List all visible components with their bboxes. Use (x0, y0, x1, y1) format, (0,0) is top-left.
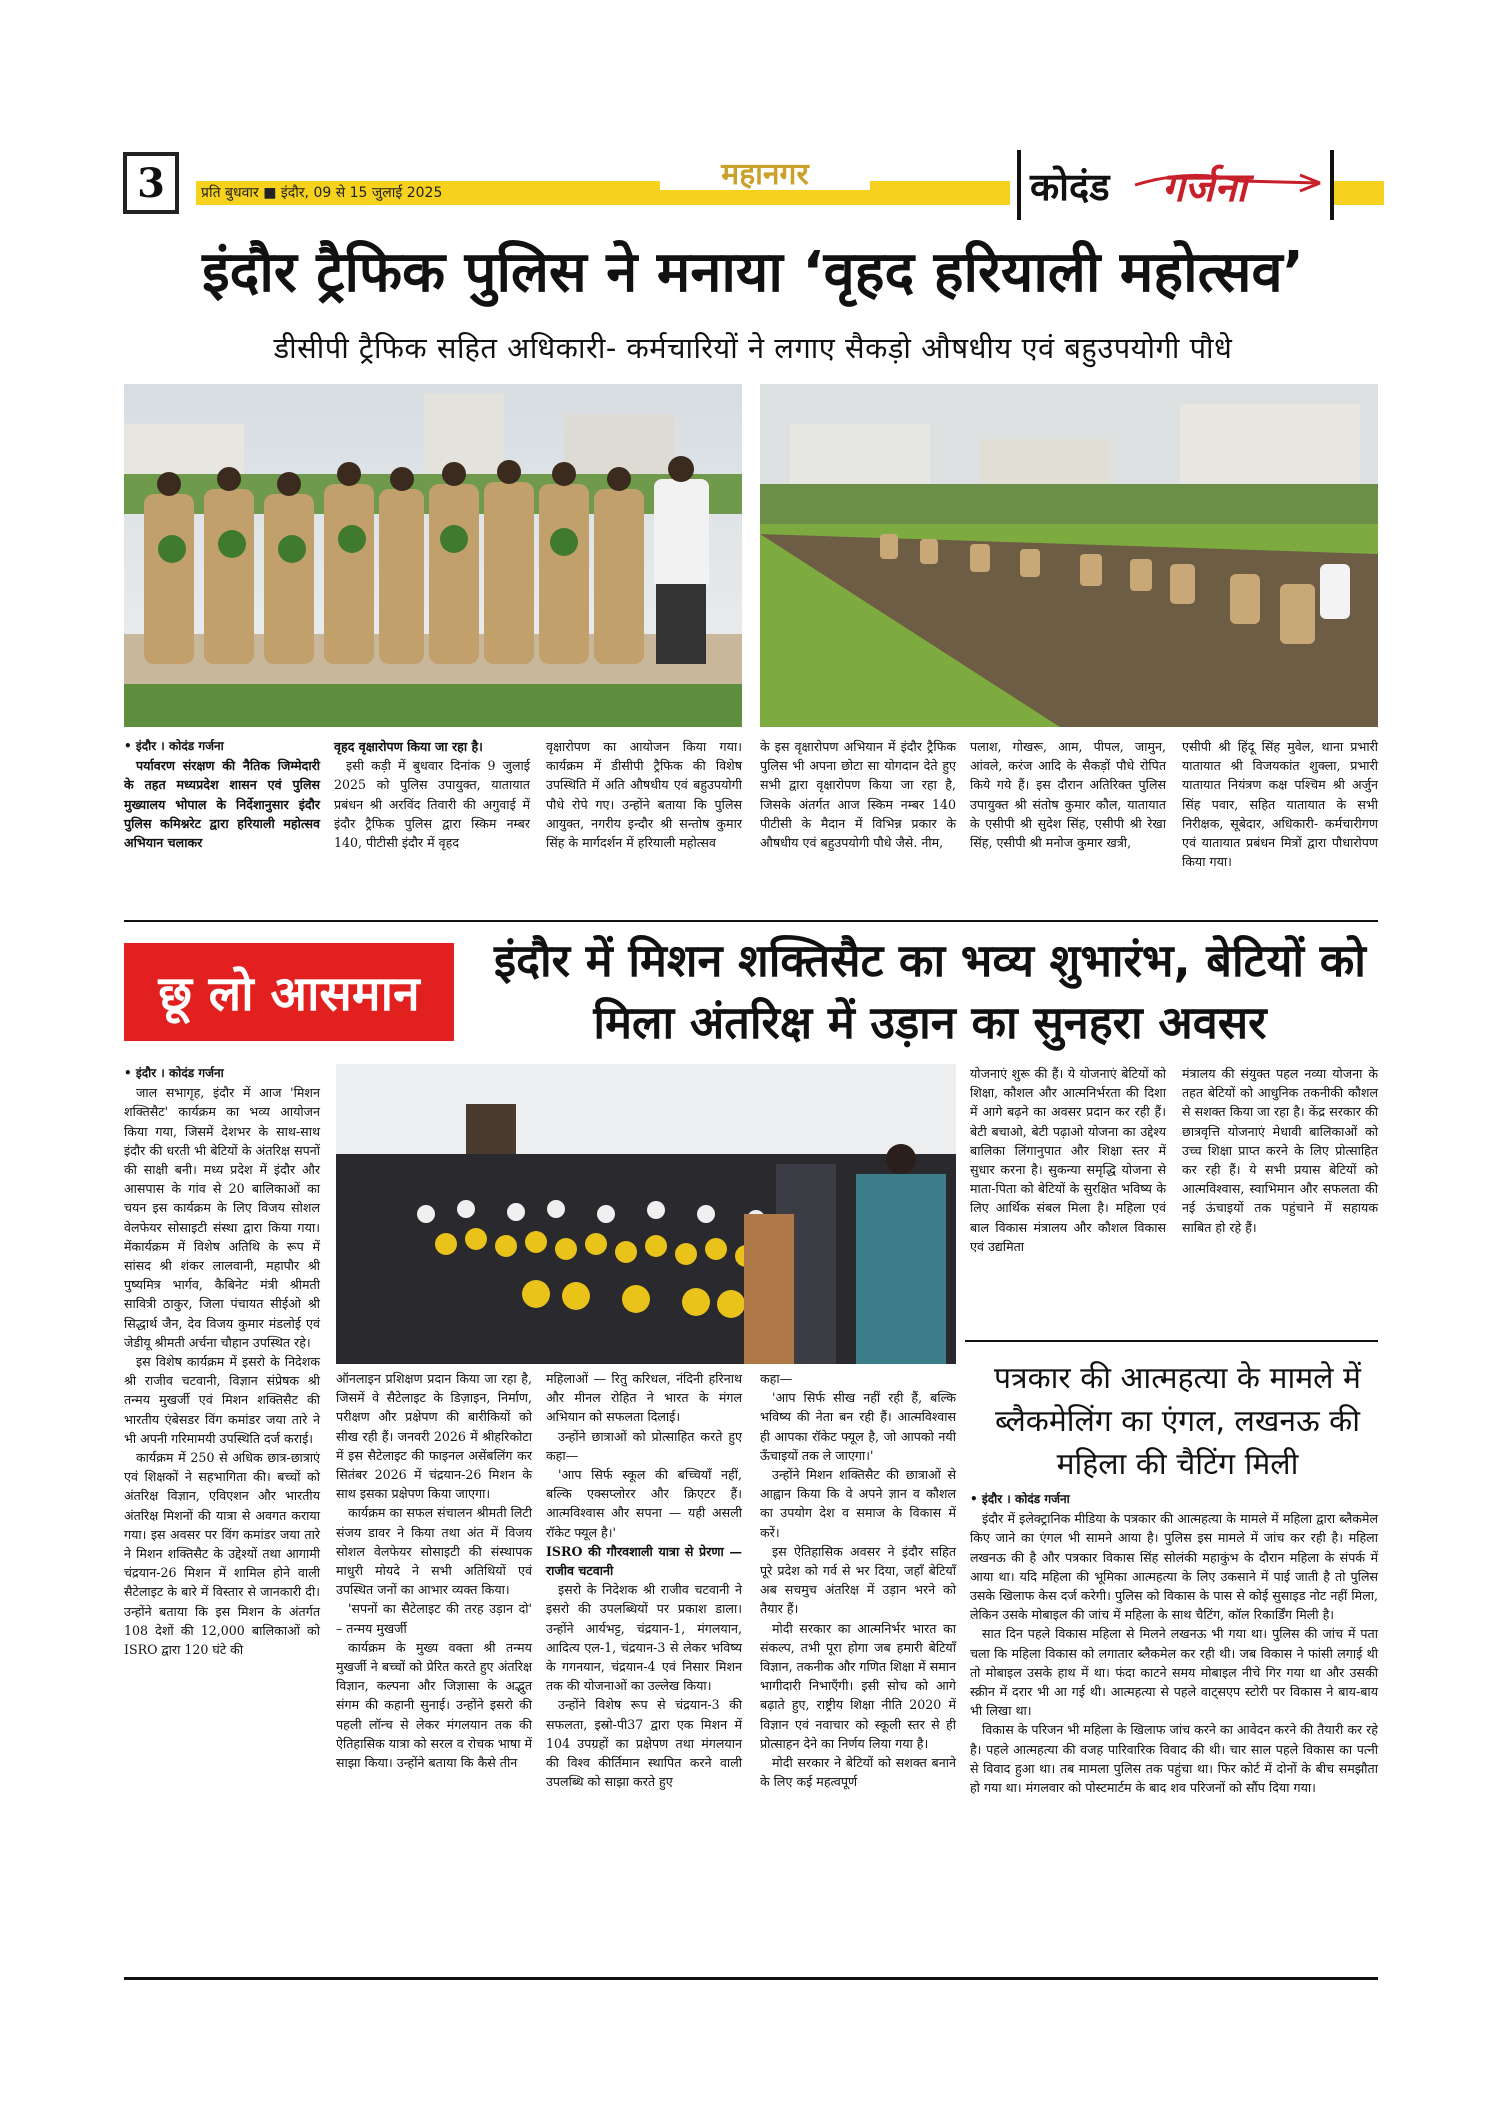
story2-col1-p3: कार्यक्रम में 250 से अधिक छात्र-छात्राएं एवं शिक्षकों ने सहभागिता की। बच्चों को अंतरिक्ष विज्ञान, एविएशन और भारतीय अंतरिक्ष मिशनों की यात्रा से अवगत कराया गया। इस अवसर पर विंग कमांडर जया तारे ने मिशन शक्तिसैट के उद्देश्यों तथा आगामी चंद्रयान-26 मिशन में शामिल होने वाली सैटेलाइट के बारे में विस्तार से जानकारी दी। उन्होंने बताया कि इस मिशन के अंतर्गत 108 देशों की 12,000 बालिकाओं को ISRO द्वारा 120 घंटे की (124, 1450, 320, 1658)
story2-col4-p5: मोदी सरकार का आत्मनिर्भर भारत का संकल्प, तभी पूरा होगा जब हमारी बेटियाँ विज्ञान, तकनीक और गणित शिक्षा में समान भागीदारी निभाएँगी। इसी सोच को आगे बढ़ाते हुए, राष्ट्रीय शिक्षा नीति 2020 में विज्ञान एवं नवाचार को स्कूली स्तर से ही प्रोत्साहन देने का निर्णय लिया गया है। (760, 1620, 956, 1751)
story3-p3: विकास के परिजन भी महिला के खिलाफ जांच करने का आवेदन करने की तैयारी कर रहे है। पहले आत्महत्या की वजह पारिवारिक विवाद की थी। चार साल पहले विकास का पत्नी से विवाद हुआ था। तब मामला पुलिस तक पहुंचा था। फिर कोर्ट में दोनों के बीच समझौता हो गया था। मंगलवार को पोस्टमार्टम के बाद शव परिजनों को सौंप दिया गया। (970, 1722, 1378, 1796)
story2-col3-p4: इसरो के निदेशक श्री राजीव चटवानी ने इसरो की उपलब्धियों पर प्रकाश डाला। उन्होंने आर्यभट्ट, चंद्रयान-1, मंगलयान, आदित्य एल-1, चंद्रयान-3 से लेकर भविष्य के गगनयान, चंद्रयान-4 एवं निसार मिशन तक की योजनाओं का उल्लेख किया। (546, 1582, 742, 1694)
story1-column-6 (1182, 737, 1378, 871)
story3-top-rule (965, 1340, 1378, 1342)
brand-divider (1017, 150, 1021, 220)
story2-column-6 (1182, 1064, 1378, 1237)
story2-col4-p4: इस ऐतिहासिक अवसर ने इंदौर सहित पूरे प्रदेश को गर्व से भर दिया, जहाँ बेटियाँ अब सचमुच अंतरिक्ष में उड़ान भरने को तैयार हैं। (760, 1543, 956, 1617)
story1-lead: पर्यावरण संरक्षण की नैतिक जिम्मेदारी के तहत मध्यप्रदेश शासन एवं पुलिस मुख्यालय भोपाल के निर्देशानुसार इंदौर पुलिस कमिश्नरेट द्वारा हरियाली महोत्सव अभियान चलाकर (124, 758, 320, 851)
story2-col3-p3: 'आप सिर्फ स्कूल की बच्चियाँ नहीं, बल्कि एक्सप्लोरर और क्रिएटर हैं। आत्मविश्वास और सपना — यही असली रॉकेट फ्यूल है।' (546, 1467, 742, 1540)
story1-col3-text: वृक्षारोपण का आयोजन किया गया। कार्यक्रम में डीसीपी ट्रैफिक की विशेष उपस्थिति में अति औषधीय एवं बहुउपयोगी पौधे रोपे गए। उन्होंने बताया कि पुलिस आयुक्त, नगरीय इन्दौर श्री सन्तोष कुमार सिंह के मार्गदर्शन में हरियाली महोत्सव (546, 739, 742, 851)
story1-col5-text: पलाश, गोखरू, आम, पीपल, जामुन, आंवले, करंज आदि के सैकड़ों पौधे रोपित किये गये हैं। इस दौरान अतिरिक्त पुलिस उपायुक्त श्री संतोष कुमार कौल, यातायात के एसीपी श्री सुदेश सिंह, एसीपी श्री रेखा सिंह, एसीपी श्री मनोज कुमार खत्री, (970, 739, 1166, 851)
section-divider (124, 920, 1378, 922)
story3-p2: सात दिन पहले विकास महिला से मिलने लखनऊ भी गया था। पुलिस की जांच में पता चला कि महिला विकास को लगातार ब्लैकमेल कर रही थी। जब विकास ने फांसी लगाई थी तो मोबाइल उसके हाथ में था। फंदा काटने समय मोबाइल नीचे गिर गया था और उसकी स्क्रीन में दरार भी आ गई थी। आत्महत्या से पहले वाट्सएप स्टोरी पर विकास ने बाय-बाय भी लिखा था। (970, 1626, 1378, 1719)
story2-col6-text: मंत्रालय की संयुक्त पहल नव्या योजना के तहत बेटियों को आधुनिक तकनीकी कौशल से सशक्त किया जा रहा है। केंद्र सरकार की छात्रवृत्ति योजनाएं मेधावी बालिकाओं को उच्च शिक्षा प्राप्त करने के लिए प्रोत्साहित कर रही हैं। ये सभी प्रयास बेटियों को आत्मविश्वास, स्वाभिमान और सफलता की नई ऊंचाइयों तक पहुंचाने में सहायक साबित हो रहे हैं। (1182, 1066, 1378, 1235)
photo-field-planting (760, 384, 1378, 727)
photo-auditorium-event (336, 1064, 956, 1364)
brand-name-part1: कोदंड (1030, 165, 1110, 209)
brand-name-part2: गर्जना (1162, 165, 1247, 211)
page-bottom-rule (124, 1977, 1378, 1980)
story2-column-2 (336, 1369, 532, 1772)
story1-column-2 (334, 737, 530, 852)
story2-col3-p2: उन्होंने छात्राओं को प्रोत्साहित करते हुए कहा— (546, 1428, 742, 1463)
brand-arrow-icon (1130, 163, 1330, 203)
section-label: महानगर (660, 160, 870, 190)
story1-subheadline: डीसीपी ट्रैफिक सहित अधिकारी- कर्मचारियों ने लगाए सैकड़ो औषधीय एवं बहुउपयोगी पौधे (273, 331, 1233, 365)
story2-col4-p1: कहा— (760, 1371, 793, 1386)
story2-col5-text: योजनाएं शुरू की हैं। ये योजनाएं बेटियों को शिक्षा, कौशल और आत्मनिर्भरता की दिशा में आगे बढ़ने का अवसर प्रदान कर रही हैं। बेटी बचाओ, बेटी पढ़ाओ योजना का उद्देश्य बालिका लिंगानुपात और शिक्षा स्तर में सुधार करना है। सुकन्या समृद्धि योजना से माता-पिता को बेटियों के सुरक्षित भविष्य के लिए आर्थिक संबल मिला है। महिला एवं बाल विकास मंत्रालय और कौशल विकास एवं उद्यमिता (970, 1066, 1166, 1254)
story2-col3-p5: उन्होंने विशेष रूप से चंद्रयान-3 की सफलता, इस्रो-पी37 द्वारा एक मिशन में 104 उपग्रहों का प्रक्षेपण तथा मंगलयान की विश्व कीर्तिमान स्थापित करने वाली उपलब्धि को साझा करते हुए (546, 1697, 742, 1790)
story3-p1: इंदौर में इलेक्ट्रानिक मीडिया के पत्रकार की आत्महत्या के मामले में महिला द्वारा ब्लैकमेल किए जाने का एंगल भी सामने आया है। पुलिस इस मामले में जांच कर रही है। महिला लखनऊ की है और पत्रकार विकास सिंह सोलंकी महाकुंभ के दौरान महिला के संपर्क में आया था। यदि महिला की भूमिका आत्महत्या के लिए उकसाने में पाई जाती है तो पुलिस उसके खिलाफ केस दर्ज करेगी। पुलिस को विकास के पास से कोई सुसाइड नोट नहीं मिला, लेकिन उसके मोबाइल की जांच में महिला के साथ चैटिंग, कॉल रिकार्डिंग मिली है। (970, 1511, 1378, 1623)
story2-col1-p1: जाल सभागृह, इंदौर में आज 'मिशन शक्तिसैट' कार्यक्रम का भव्य आयोजन किया गया, जिसमें देशभर के साथ-साथ इंदौर की धरती भी बेटियों के अंतरिक्ष सपनों की साक्षी बनी। मध्य प्रदेश में इंदौर और आसपास के गांव से 20 बालिकाओं का चयन इस कार्यक्रम के लिए विजय सोशल वेलफेयर सोसाइटी संस्था द्वारा किया गया। मेंकार्यक्रम में विशेष अतिथि के रूप में सांसद श्री शंकर लालवानी, महापौर श्री पुष्यमित्र भार्गव, कैबिनेट मंत्री श्रीमती सावित्री ठाकुर, जिला पंचायत सीईओ श्री सिद्धार्थ जैन, देव विजय कुमार मंडलोई एवं जेडीयू श्रीमती अर्चना चौहान उपस्थित रहे। (124, 1085, 320, 1350)
story1-col6-text: एसीपी श्री हिंदू सिंह मुवेल, थाना प्रभारी यातायात श्री विजयकांत शुक्ला, प्रभारी यातायात नियंत्रण कक्ष पश्चिम श्री अर्जुन सिंह पवार, सहित यातायात के सभी निरीक्षक, सूबेदार, अधिकारी- कर्मचारीगण एवं यातायात प्रबंधन मित्रों द्वारा पौधारोपण किया गया। (1182, 739, 1378, 870)
story1-col2-lead: वृहद वृक्षारोपण किया जा रहा है। (334, 739, 483, 754)
issue-line: प्रति बुधवार ■ इंदौर, 09 से 15 जुलाई 2025 (201, 185, 443, 201)
story2-column-3 (546, 1369, 742, 1791)
story2-col3-subhead: ISRO की गौरवशाली यात्रा से प्रेरणा — राजीव चटवानी (546, 1543, 742, 1579)
story2-dateline: • इंदौर । कोदंड गर्जना (124, 1066, 224, 1080)
story2-col2-p2: कार्यक्रम का सफल संचालन श्रीमती लिटी संजय डावर ने किया तथा अंत में विजय सोशल वेलफेयर सोसाइटी की संस्थापक माधुरी मोयदे ने सभी अतिथियों एवं उपस्थित जनों का आभार व्यक्त किया। (336, 1505, 533, 1598)
story1-column-1 (124, 737, 320, 852)
story2-col4-p3: उन्होंने मिशन शक्तिसैट की छात्राओं से आह्वान किया कि वे अपने ज्ञान व कौशल का उपयोग देश व समाज के विकास में करें। (760, 1467, 956, 1540)
story1-col2-text: इसी कड़ी में बुधवार दिनांक 9 जुलाई 2025 को पुलिस उपायुक्त, यातायात प्रबंधन श्री अरविंद तिवारी की अगुवाई में इंदौर ट्रैफिक पुलिस द्वारा स्किम नम्बर 140, पीटीसी इंदौर में वृहद (334, 758, 530, 851)
story1-col4-text: के इस वृक्षारोपण अभियान में इंदौर ट्रैफिक पुलिस भी अपना छोटा सा योगदान देते हुए सभी द्वारा वृक्षारोपण किया जा रहा है, जिसके अंतर्गत आज स्किम नम्बर 140 पीटीसी के मैदान में विभिन्न प्रकार के औषधीय एवं बहुउपयोगी पौधे जैसे. नीम, (760, 739, 956, 851)
story3-headline: पत्रकार की आत्महत्या के मामले में ब्लैकमेलिंग का एंगल, लखनऊ की महिला की चैटिंग मिली (994, 1361, 1361, 1482)
story2-col1-p2: इस विशेष कार्यक्रम में इसरो के निदेशक श्री राजीव चटवानी, विज्ञान संप्रेषक श्री तन्मय मुखर्जी एवं मिशन शक्तिसैट की भारतीय एंबेसडर विंग कमांडर जया तारे ने भी अपनी गरिमामयी उपस्थिति दर्ज कराई। (124, 1354, 320, 1446)
story1-column-3 (546, 737, 742, 852)
story2-column-1 (124, 1064, 320, 1659)
photo-police-plants (124, 384, 742, 727)
story2-col4-p2: 'आप सिर्फ सीख नहीं रही हैं, बल्कि भविष्य की नेता बन रही हैं। आत्मविश्वास ही आपका रॉकेट फ्यूल है, जो आपको नयी ऊँचाइयों तक ले जाएगा।' (760, 1390, 956, 1463)
story2-col2-p1: ऑनलाइन प्रशिक्षण प्रदान किया जा रहा है, जिसमें वे सैटेलाइट के डिज़ाइन, निर्माण, परीक्षण और प्रक्षेपण की बारीकियों को सीख रही हैं। जनवरी 2026 में श्रीहरिकोटा में इस सैटेलाइट की फाइनल असेंबलिंग कर सितंबर 2026 में चंद्रयान-26 मिशन के साथ इसका प्रक्षेपण किया जाएगा। (336, 1371, 532, 1502)
story2-headline: इंदौर में मिशन शक्तिसैट का भव्य शुभारंभ, बेटियों को मिला अंतरिक्ष में उड़ान का सुनहरा अवसर (494, 934, 1366, 1049)
story2-kicker: छू लो आसमान (124, 943, 454, 1041)
story2-col2-p3: 'सपनों का सैटेलाइट की तरह उड़ान दो' – तन्मय मुखर्जी (336, 1601, 532, 1636)
story3-body (970, 1490, 1378, 1797)
masthead-bar-right (1334, 181, 1384, 205)
story3-dateline: • इंदौर । कोदंड गर्जना (970, 1492, 1070, 1506)
story1-column-4 (760, 737, 956, 852)
story2-col3-p1: महिलाओं — रितु करिधल, नंदिनी हरिनाथ और मीनल रोहित ने भारत के मंगल अभियान को सफलता दिलाई। (546, 1371, 742, 1425)
story1-dateline: • इंदौर । कोदंड गर्जना (124, 739, 224, 753)
story1-column-5 (970, 737, 1166, 852)
page-number: 3 (123, 152, 179, 214)
story2-col2-p4: कार्यक्रम के मुख्य वक्ता श्री तन्मय मुखर्जी ने बच्चों को प्रेरित करते हुए अंतरिक्ष विज्ञान, कल्पना और जिज्ञासा के अद्भुत संगम की कहानी सुनाई। उन्होंने इसरो की पहली लॉन्च से लेकर मंगलयान तक की ऐतिहासिक यात्रा को सरल व रोचक भाषा में साझा किया। उन्होंने बताया कि कैसे तीन (336, 1639, 533, 1771)
story2-col4-p6: मोदी सरकार ने बेटियों को सशक्त बनाने के लिए कई महत्वपूर्ण (760, 1755, 956, 1790)
story1-headline: इंदौर ट्रैफिक पुलिस ने मनाया ‘वृहद हरियाली महोत्सव’ (202, 240, 1304, 305)
story2-column-4 (760, 1369, 956, 1791)
story2-column-5 (970, 1064, 1166, 1256)
